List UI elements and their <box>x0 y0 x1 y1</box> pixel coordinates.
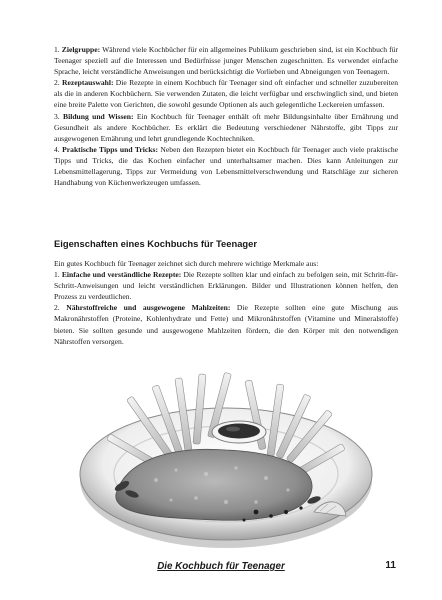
list-item-term: Praktische Tipps und Tricks: <box>62 144 158 154</box>
list-item-term: Einfache und verständliche Rezepte: <box>61 270 182 280</box>
list-item-text: Während viele Kochbücher für ein allgemeines Publikum geschrieben sind, ist ein Kochbuch für Teenager speziell auf die Interessen und Bedürfnisse junger Menschen zugeschnitten. Es verwendet einfache Sprache, leicht verständliche Anweisungen und berücksichtigt die Vorlieben und Abneigungen von Teenagern. <box>54 45 398 77</box>
list-item-term: Zielgruppe: <box>61 45 101 54</box>
list-item: 2. Rezeptauswahl: Die Rezepte in einem Kochbuch für Teenager sind oft einfacher und schneller zuzubereiten als die in anderen Kochbüchern. Sie verwenden Zutaten, die leicht verfügbar und erschwinglich sind, und bieten eine breite Palette von Gerichten, die sowohl gesunde Optionen als auch gelegentliche Leckereien umfassen. <box>54 78 398 110</box>
section-heading: Eigenschaften eines Kochbuchs für Teenager <box>54 238 257 249</box>
list-item-term: Nährstoffreiche und ausgewogene Mahlzeiten: <box>66 303 231 313</box>
sauce-bowl <box>212 421 266 443</box>
list-item-text: Die Rezepte in einem Kochbuch für Teenager sind oft einfacher und schneller zuzubereiten als die in anderen Kochbüchern. Sie verwenden Zutaten, die leicht verfügbar und erschwinglich sind, und bieten eine breite Palette von Gerichten, die sowohl gesunde Optionen als auch gelegentliche Leckereien umfassen. <box>54 78 398 110</box>
list-item-text: Die Rezepte sollten eine gute Mischung aus Makronährstoffen (Proteine, Kohlenhydrate und Fette) und Mikronährstoffen (Vitamine und Mineralstoffe) bieten. Sie sollten gesunde und ausgewogene Mahlzeiten fördern, die den Körper mit den notwendigen Nährstoffen versorgen. <box>54 303 398 346</box>
list-item-term: Bildung und Wissen: <box>63 111 134 121</box>
list-item: 2. Nährstoffreiche und ausgewogene Mahlzeiten: Die Rezepte sollten eine gute Mischung aus Makronährstoffen (Proteine, Kohlenhydrate und Fette) und Mikronährstoffen (Vitamine und Mineralstoffe) bieten. Sie sollten gesunde und ausgewogene Mahlzeiten fördern, die den Körper mit den notwendigen Nährstoffen versorgen. <box>54 303 398 346</box>
list-item-term: Rezeptauswahl: <box>62 78 114 88</box>
section-intro: Ein gutes Kochbuch für Teenager zeichnet sich durch mehrere wichtige Merkmale aus: <box>54 259 319 268</box>
list-item: 3. Bildung und Wissen: Ein Kochbuch für Teenager enthält oft mehr Bildungsinhalte über Ernährung und Gesundheit als andere Kochbücher. Es erklärt die Bedeutung verschiedener Nährstoffe, gibt Tipps zur ausgewogenen Ernährung und lehrt grundlegende Kochtechniken. <box>54 111 398 143</box>
intro-list <box>54 44 398 188</box>
page-number: 11 <box>385 560 396 571</box>
list-item-text: Neben den Rezepten bietet ein Kochbuch für Teenager auch viele praktische Tipps und Tricks, die das Kochen einfacher und unterhaltsamer machen. Dies kann Anleitungen zur Lebensmittellagerung, Tipps zur Vermeidung von Lebensmittelverschwendung und Ratschläge zur sicheren Handhabung von Küchenwerkzeugen umfassen. <box>54 144 398 188</box>
list-item: 1. Einfache und verständliche Rezepte: Die Rezepte sollten klar und einfach zu befolgen sein, mit Schritt-für-Schritt-Anweisungen und leicht verständlichen Erklärungen. Bilder und Illustrationen können helfen, den Prozess zu verdeutlichen. <box>54 270 399 302</box>
list-item-text: Ein Kochbuch für Teenager enthält oft mehr Bildungsinhalte über Ernährung und Gesundheit als andere Kochbücher. Es erklärt die Bedeutung verschiedener Nährstoffe, gibt Tipps zur ausgewogenen Ernährung und lehrt grundlegende Kochtechniken. <box>54 111 398 143</box>
footer-book-title: Die Kochbuch für Teenager <box>157 561 285 572</box>
schnitzel-photo <box>76 362 376 557</box>
list-item: 4. Praktische Tipps und Tricks: Neben den Rezepten bietet ein Kochbuch für Teenager auch viele praktische Tipps und Tricks, die das Kochen einfacher und unterhaltsamer machen. Dies kann Anleitungen zur Lebensmittellagerung, Tipps zur Vermeidung von Lebensmittelverschwendung und Ratschläge zur sicheren Handhabung von Küchenwerkzeugen umfassen. <box>54 144 398 188</box>
list-item: 1. Zielgruppe: Während viele Kochbücher für ein allgemeines Publikum geschrieben sind, ist ein Kochbuch für Teenager speziell auf die Interessen und Bedürfnisse junger Menschen zugeschnitten. Es verwendet einfache Sprache, leicht verständliche Anweisungen und berücksichtigt die Vorlieben und Abneigungen von Teenagern. <box>54 45 398 77</box>
list-item-text: Die Rezepte sollten klar und einfach zu befolgen sein, mit Schritt-für-Schritt-Anweisungen und leicht verständlichen Erklärungen. Bilder und Illustrationen können helfen, den Prozess zu verdeutlichen. <box>54 270 399 302</box>
features-list <box>54 258 398 347</box>
